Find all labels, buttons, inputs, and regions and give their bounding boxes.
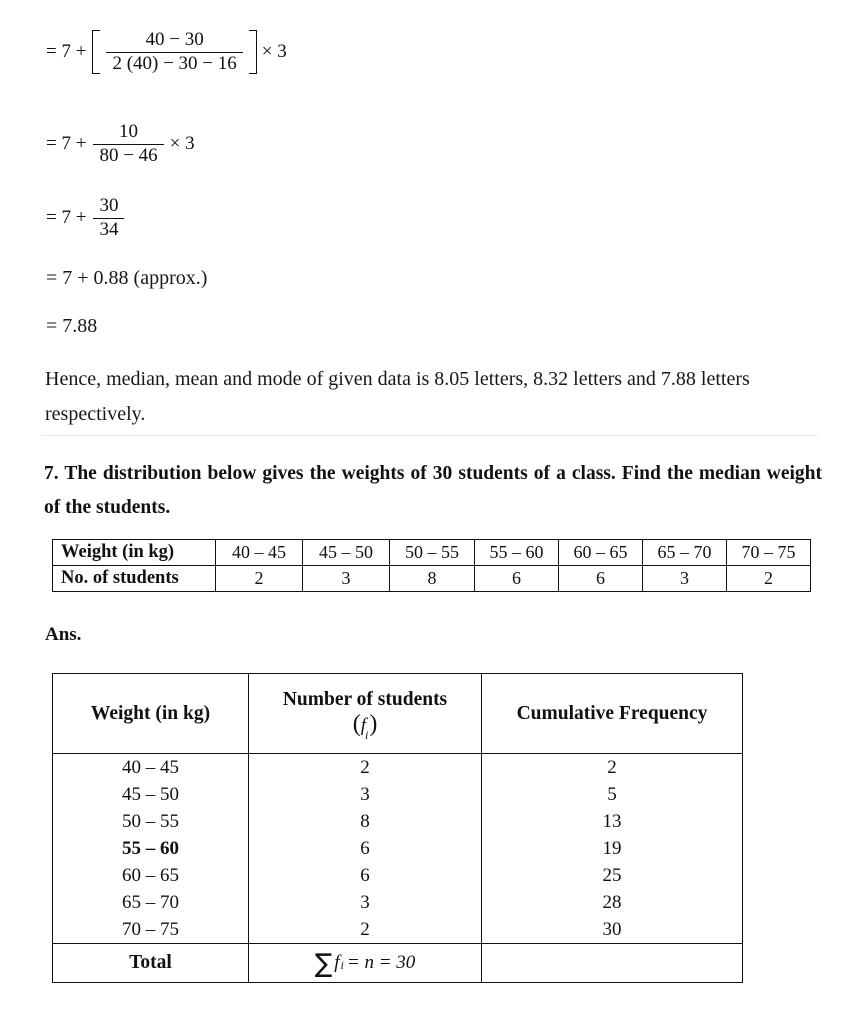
equation-step-1: [46, 30, 287, 74]
equation-step-3: [46, 196, 127, 240]
distribution-class-6: 70 – 75: [727, 540, 811, 566]
sum-subscript: i: [340, 958, 344, 972]
conclusion-paragraph: Hence, median, mean and mode of given data is 8.05 letters, 8.32 letters and 7.88 letters respectively.: [45, 368, 750, 425]
question-text: 7. The distribution below gives the weights of 30 students of a class. Find the median weight of the students.: [44, 463, 822, 518]
cumulative-table-body: [53, 754, 743, 983]
distribution-frequency-2: 8: [390, 566, 475, 592]
sum-expression: [314, 948, 416, 979]
distribution-class-2: 50 – 55: [390, 540, 475, 566]
cf-row-0-cumulative: 2: [482, 754, 743, 782]
distribution-row-header-weight: Weight (in kg): [53, 540, 216, 566]
cf-row-5-cumulative: 28: [482, 889, 743, 916]
cf-header-students-line1: Number of students: [282, 688, 448, 710]
equation-1-bracket: [90, 30, 258, 74]
equation-2-lead: = 7 +: [46, 133, 87, 155]
equation-2-denominator: 80 − 46: [93, 144, 163, 167]
equation-3-lead: = 7 +: [46, 207, 87, 229]
equation-2-fraction: [93, 122, 163, 166]
distribution-frequency-3: 6: [475, 566, 559, 592]
equation-step-4: = 7 + 0.88 (approx.): [46, 267, 208, 289]
cf-header-cumulative: Cumulative Frequency: [482, 674, 743, 754]
cf-row-4-frequency: 6: [249, 862, 482, 889]
equation-1-fraction: [106, 30, 242, 74]
table-total-row: [53, 944, 743, 983]
paren-open: (: [352, 710, 361, 737]
table-row: [53, 889, 743, 916]
equation-step-2: [46, 122, 195, 166]
sum-equation: = n = 30: [346, 951, 416, 973]
cf-row-4-weight: 60 – 65: [53, 862, 249, 889]
table-header-row: [53, 674, 743, 754]
distribution-class-3: 55 – 60: [475, 540, 559, 566]
distribution-frequency-6: 2: [727, 566, 811, 592]
cf-row-4-cumulative: 25: [482, 862, 743, 889]
sigma-icon: ∑: [314, 948, 333, 979]
equation-3-fraction: [93, 196, 124, 240]
equation-1-multiplier: × 3: [261, 41, 287, 63]
cf-row-6-weight: 70 – 75: [53, 916, 249, 944]
equation-step-5: = 7.88: [46, 315, 98, 337]
table-row: [53, 754, 743, 782]
distribution-class-1: 45 – 50: [303, 540, 390, 566]
cf-header-students-symbol: [253, 712, 477, 740]
table-row: [53, 781, 743, 808]
table-row: [53, 566, 811, 592]
distribution-table: [52, 539, 811, 592]
distribution-frequency-4: 6: [559, 566, 643, 592]
table-row: [53, 808, 743, 835]
cf-row-3-weight: 55 – 60: [53, 835, 249, 862]
paren-close: ): [369, 710, 378, 737]
distribution-frequency-0: 2: [216, 566, 303, 592]
equation-1-lead: = 7 +: [46, 41, 87, 63]
table-row: [53, 540, 811, 566]
cf-row-5-weight: 65 – 70: [53, 889, 249, 916]
answer-label: Ans.: [45, 624, 82, 645]
distribution-class-5: 65 – 70: [643, 540, 727, 566]
cf-total-label: Total: [53, 944, 249, 983]
cf-row-0-weight: 40 – 45: [53, 754, 249, 782]
cf-row-3-frequency: 6: [249, 835, 482, 862]
cf-total-sum: [249, 944, 482, 983]
distribution-frequency-1: 3: [303, 566, 390, 592]
cf-row-2-weight: 50 – 55: [53, 808, 249, 835]
distribution-class-4: 60 – 65: [559, 540, 643, 566]
equation-2-numerator: 10: [119, 121, 139, 142]
cf-row-1-cumulative: 5: [482, 781, 743, 808]
section-divider: [42, 435, 818, 436]
equation-3-numerator: 30: [99, 195, 119, 216]
table-row: [53, 835, 743, 862]
equation-2-multiplier: × 3: [169, 133, 195, 155]
equation-1-numerator: 40 − 30: [145, 29, 204, 50]
cf-header-weight: Weight (in kg): [53, 674, 249, 754]
cf-row-1-frequency: 3: [249, 781, 482, 808]
equation-3-denominator: 34: [93, 218, 124, 241]
f-symbol: f: [360, 714, 366, 736]
cf-row-6-cumulative: 30: [482, 916, 743, 944]
cf-total-cumulative: [482, 944, 743, 983]
cf-row-1-weight: 45 – 50: [53, 781, 249, 808]
sum-variable: f: [334, 951, 340, 973]
i-subscript: i: [364, 727, 369, 742]
cf-header-students: [249, 674, 482, 754]
cf-row-2-cumulative: 13: [482, 808, 743, 835]
cf-row-2-frequency: 8: [249, 808, 482, 835]
distribution-row-header-students: No. of students: [53, 566, 216, 592]
cf-row-5-frequency: 3: [249, 889, 482, 916]
equation-1-denominator: 2 (40) − 30 − 16: [106, 52, 242, 75]
table-row: [53, 916, 743, 944]
distribution-frequency-5: 3: [643, 566, 727, 592]
cf-row-6-frequency: 2: [249, 916, 482, 944]
distribution-class-0: 40 – 45: [216, 540, 303, 566]
cumulative-frequency-table: [52, 673, 743, 983]
cf-row-0-frequency: 2: [249, 754, 482, 782]
cf-row-3-cumulative: 19: [482, 835, 743, 862]
table-row: [53, 862, 743, 889]
